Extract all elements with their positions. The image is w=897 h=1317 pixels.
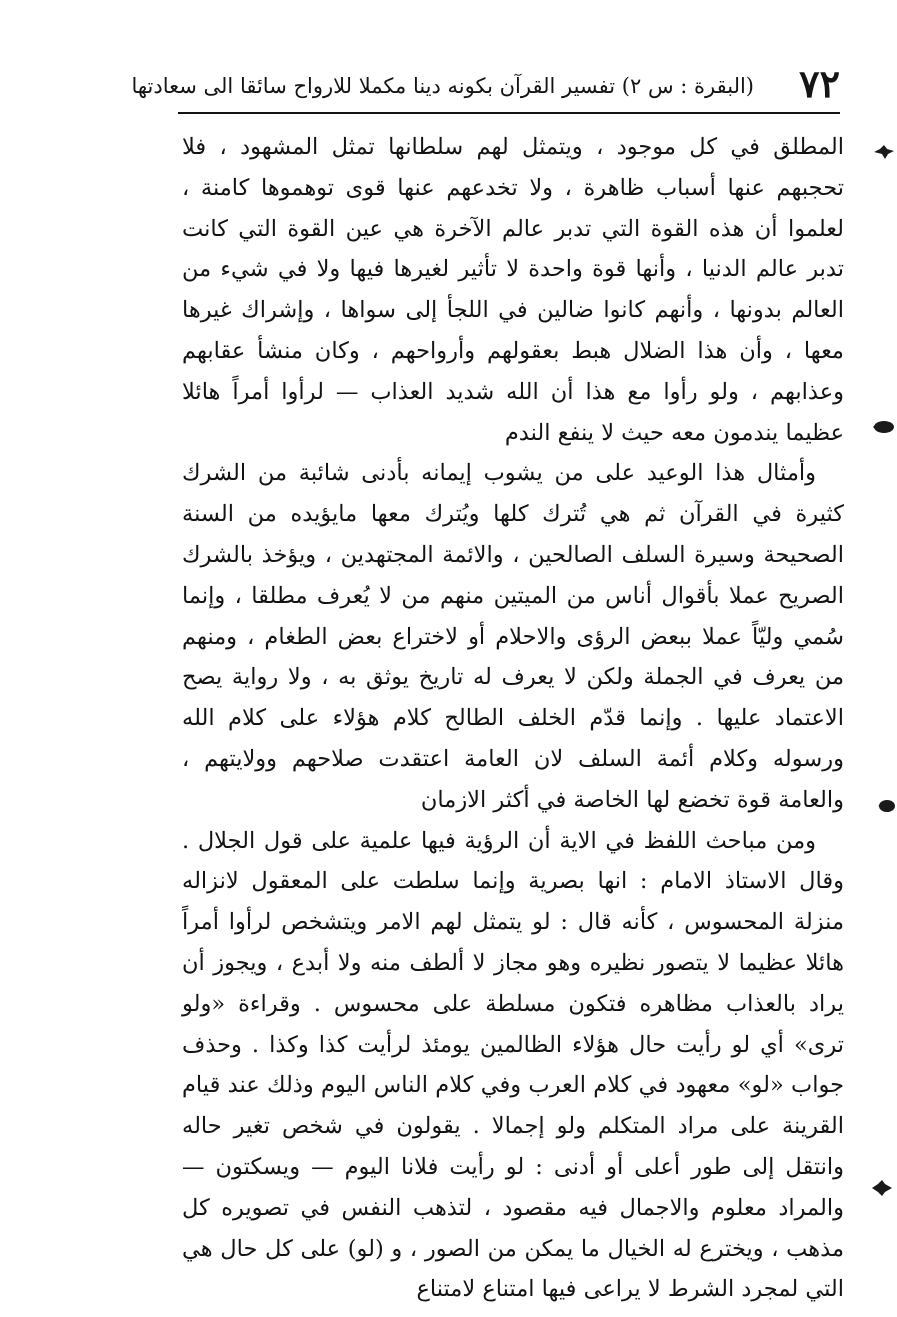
ink-blot-icon: [872, 143, 896, 161]
page-number: ٧٢: [799, 61, 840, 106]
ink-blot-icon: [875, 797, 897, 815]
ink-blot-icon: [872, 418, 896, 436]
paragraph-3: ومن مباحث اللفظ في الاية أن الرؤية فيها علمية على قول الجلال . وقال الاستاذ الامام : انها بصرية وإنما سلطت على المعقول لانزاله منزلة المحسوس ، كأنه قال : لو يتمثل لهم الامر ويتشخص لرأوا أمراً هائلا عظيما لا يتصور نظيره وهو مجاز لا ألطف منه ولا أبدع ، ويجوز أن يراد بالعذاب مظاهره فتكون مسلطة على محسوس . وقراءة «ولو ترى» أي لو رأيت حال هؤلاء الظالمين يومئذ لرأيت كذا وكذا . وحذف جواب «لو» معهود في كلام العرب وفي كلام الناس اليوم وذلك عند قيام القرينة على مراد المتكلم ولو إجمالا . يقولون في شخص تغير حاله وانتقل إلى طور أعلى أو أدنى : لو رأيت فلانا اليوم — ويسكتون — والمراد معلوم والاجمال فيه مقصود ، لتذهب النفس في تصويره كل مذهب ، ويخترع له الخيال ما يمكن من الصور ، و (لو) على كل حال هي التي لمجرد الشرط لا يراعى فيها امتناع لامتناع: [182, 827, 844, 1303]
running-head: (البقرة : س ٢) تفسير القرآن بكونه دينا مكملا للارواح سائقا الى سعادتها: [131, 74, 754, 98]
body-text: [182, 127, 844, 1310]
paragraph-2: وأمثال هذا الوعيد على من يشوب إيمانه بأدنى شائبة من الشرك كثيرة في القرآن ثم هي تُترك كلها ويُترك معها مايؤيده من السنة الصحيحة وسيرة السلف الصالحين ، والائمة المجتهدين ، ويؤخذ بالشرك الصريح عملا بأقوال أناس من الميتين منهم من لا يُعرف مطلقا ، وإنما سُمي وليّاً عملا ببعض الرؤى والاحلام أو لاختراع بعض الطغام ، ومنهم من يعرف في الجملة ولكن لا يعرف له تاريخ يوثق به ، ولا رواية يصح الاعتماد عليها . وإنما قدّم الخلف الطالح كلام هؤلاء على كلام الله ورسوله وكلام أئمة السلف لان العامة اعتقدت صلاحهم وولايتهم ، والعامة قوة تخضع لها الخاصة في أكثر الازمان: [182, 460, 844, 813]
header-rule: [178, 112, 840, 114]
paragraph-1: المطلق في كل موجود ، ويتمثل لهم سلطانها تمثل المشهود ، فلا تحجبهم عنها أسباب ظاهرة ، ولا تخدعهم عنها قوى توهموها كامنة ، لعلموا أن هذه القوة التي تدبر عالم الآخرة هي عين القوة التي كانت تدبر عالم الدنيا ، وأنها قوة واحدة لا تأثير لغيرها فيها ولا في شيء من العالم بدونها ، وأنهم كانوا ضالين في اللجأ إلى سواها ، وإشراك غيرها معها ، وأن هذا الضلال هبط بعقولهم وأرواحهم ، وكان منشأ عقابهم وعذابهم ، ولو رأوا مع هذا أن الله شديد العذاب — لرأوا أمراً هائلا عظيما يندمون معه حيث لا ينفع الندم: [182, 134, 844, 446]
ink-blot-icon: [870, 1179, 894, 1197]
page-header: [131, 61, 840, 114]
